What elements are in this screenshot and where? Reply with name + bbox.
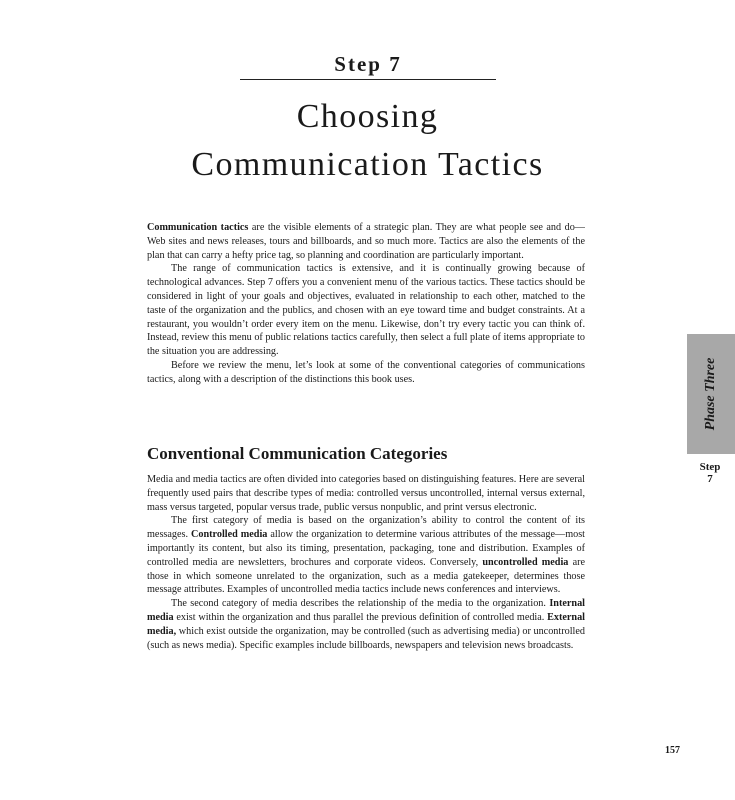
intro-paragraph-3: Before we review the menu, let’s look at some of the conventional categories of communications tactics, along with a description of the distinctions this book uses. — [147, 359, 585, 385]
term-internal-media: Internal media — [147, 598, 585, 623]
term-communication-tactics: Communication tactics — [147, 222, 249, 233]
page-number: 157 — [665, 745, 680, 756]
section-text — [147, 473, 585, 652]
intro-text — [147, 221, 585, 387]
step-label: Step 7 — [334, 52, 402, 76]
section-paragraph-1: Media and media tactics are often divided into categories based on distinguishing features. Here are several frequently used pairs that describe types of media: controlled versus uncontrolled, internal versus external, mass versus targeted, popular versus trade, public versus nonpublic, and print versus electronic. — [147, 474, 585, 513]
side-step-number: 7 — [707, 473, 713, 485]
section-paragraph-2-part-d: are those in which someone unrelated to the organization, such as a media gatekeeper, determines those message attributes. Examples of uncontrolled media tactics include news conferences and interviews. — [147, 556, 585, 596]
intro-paragraph-1-text: are the visible elements of a strategic plan. They are what people see and do—Web sites and news releases, tours and billboards, and so much more. Tactics are also the elements of the plan that can carry a hefty price tag, so planning and coordination are particularly important. — [147, 222, 585, 261]
page-title-line1: Choosing — [296, 98, 439, 135]
term-external-media: External media, — [147, 611, 585, 637]
phase-tab — [687, 334, 735, 454]
side-step-word: Step — [699, 461, 721, 473]
section-paragraph-3-part-a: The second category of media describes the relationship of the media to the organization. — [171, 598, 550, 610]
step-rule — [240, 79, 496, 80]
section-paragraph-2-part-a: The first category of media is based on the organization’s ability to control the content of its messages. — [147, 515, 585, 541]
section-heading: Conventional Communication Categories — [147, 444, 448, 463]
section-paragraph-2 — [147, 514, 585, 597]
intro-paragraph-2: The range of communication tactics is extensive, and it is continually growing because of technological advances. Step 7 offers you a convenient menu of the various tactics. These tactics should be considered in light of your goals and objectives, evaluated in relationship to each other, matched to the taste of the organization and the publics, and chosen with an eye toward time and budget constraints. At a restaurant, you wouldn’t order every item on the menu. Likewise, don’t try every tactic you can think of. Instead, review this menu of public relations tactics carefully, then select a full plate of items appropriate to the situation you are addressing. — [147, 263, 585, 358]
term-controlled-media: Controlled media — [191, 529, 268, 541]
page-title-line2: Communication Tactics — [191, 146, 544, 183]
term-uncontrolled-media: uncontrolled media — [482, 556, 569, 568]
intro-paragraph-1 — [147, 221, 585, 262]
side-step-marker — [690, 461, 730, 485]
section-paragraph-2-part-c: allow the organization to determine various attributes of the message—most importantly its content, but also its timing, presentation, packaging, tone and distribution. Examples of controlled media are newsletters, brochures and corporate videos. Conversely, — [147, 529, 586, 568]
phase-tab-label: Phase Three — [703, 357, 718, 431]
section-paragraph-3 — [147, 597, 585, 652]
section-paragraph-3-part-c: exist within the organization and thus parallel the previous definition of controlled media. — [173, 611, 548, 623]
section-paragraph-3-part-d: which exist outside the organization, may be controlled (such as advertising media) or uncontrolled (such as news media). Specific examples include billboards, newspapers and television news broadcasts. — [147, 625, 585, 651]
